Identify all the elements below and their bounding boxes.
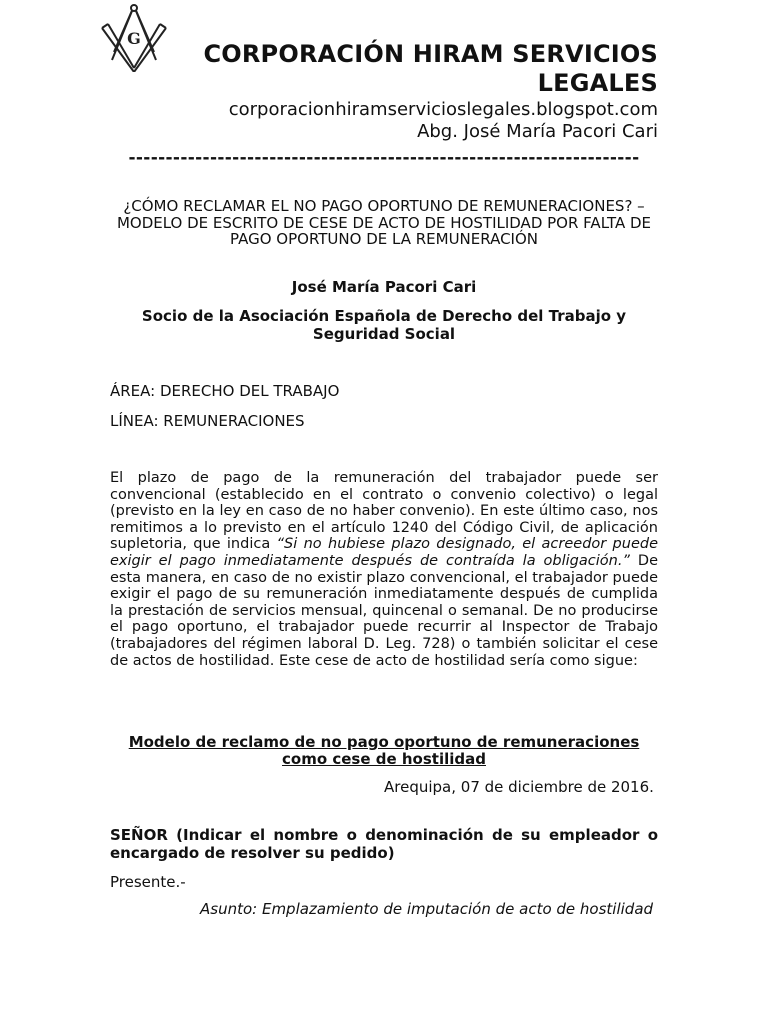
- article-byline: José María Pacori Cari: [291, 278, 477, 296]
- addressee: SEÑOR (Indicar el nombre o denominación de su empleador o encargado de resolver su pedido): [110, 826, 658, 862]
- model-heading: Modelo de reclamo de no pago oportuno de remuneraciones como cese de hostilidad: [128, 733, 640, 768]
- organization-name: CORPORACIÓN HIRAM SERVICIOS LEGALES: [203, 40, 658, 97]
- separator-line: ---------------------------------------------------------------------: [128, 148, 640, 168]
- article-title: ¿CÓMO RECLAMAR EL NO PAGO OPORTUNO DE REMUNERACIONES? – MODELO DE ESCRITO DE CESE DE ACTO DE HOSTILIDAD POR FALTA DE PAGO OPORTUNO DE LA REMUNERACIÓN: [116, 197, 652, 248]
- greeting: Presente.-: [110, 873, 186, 891]
- line-label: LÍNEA: REMUNERACIONES: [110, 412, 305, 430]
- author-affiliation: Socio de la Asociación Española de Derecho del Trabajo y Seguridad Social: [141, 307, 627, 343]
- logo-letter: G: [127, 29, 141, 48]
- area-label: ÁREA: DERECHO DEL TRABAJO: [110, 382, 340, 400]
- paragraph-text-end: De esta manera, en caso de no existir plazo convencional, el trabajador puede exigir el pago de su remuneración inmediatamente después de cumplida la prestación de servicios mensual, quincenal o semanal. De no producirse el pago oportuno, el trabajador puede recurrir al Inspector de Trabajo (trabajadores del régimen laboral D. Leg. 728) o también solicitar el cese de actos de hostilidad. Este cese de acto de hostilidad sería como sigue:: [110, 552, 658, 669]
- paragraph-text-start: El plazo de pago de la remuneración del trabajador puede ser convencional (establecido en el contrato o convenio colectivo) o legal (previsto en la ley en caso de no haber convenio). En este último caso, nos remitimos a lo previsto en el artículo 1240 del Código Civil, de aplicación supletoria, que indica: [110, 470, 658, 553]
- place-and-date: Arequipa, 07 de diciembre de 2016.: [384, 778, 654, 796]
- subject-line: Asunto: Emplazamiento de imputación de acto de hostilidad: [200, 900, 654, 918]
- civil-code-quote: “Si no hubiese plazo designado, el acreedor puede exigir el pago inmediatamente después de contraída la obligación.”: [110, 536, 658, 569]
- body-paragraph: [110, 470, 658, 669]
- blog-url: corporacionhiramservicioslegales.blogspot.com: [228, 99, 658, 120]
- header-author: Abg. José María Pacori Cari: [417, 121, 658, 142]
